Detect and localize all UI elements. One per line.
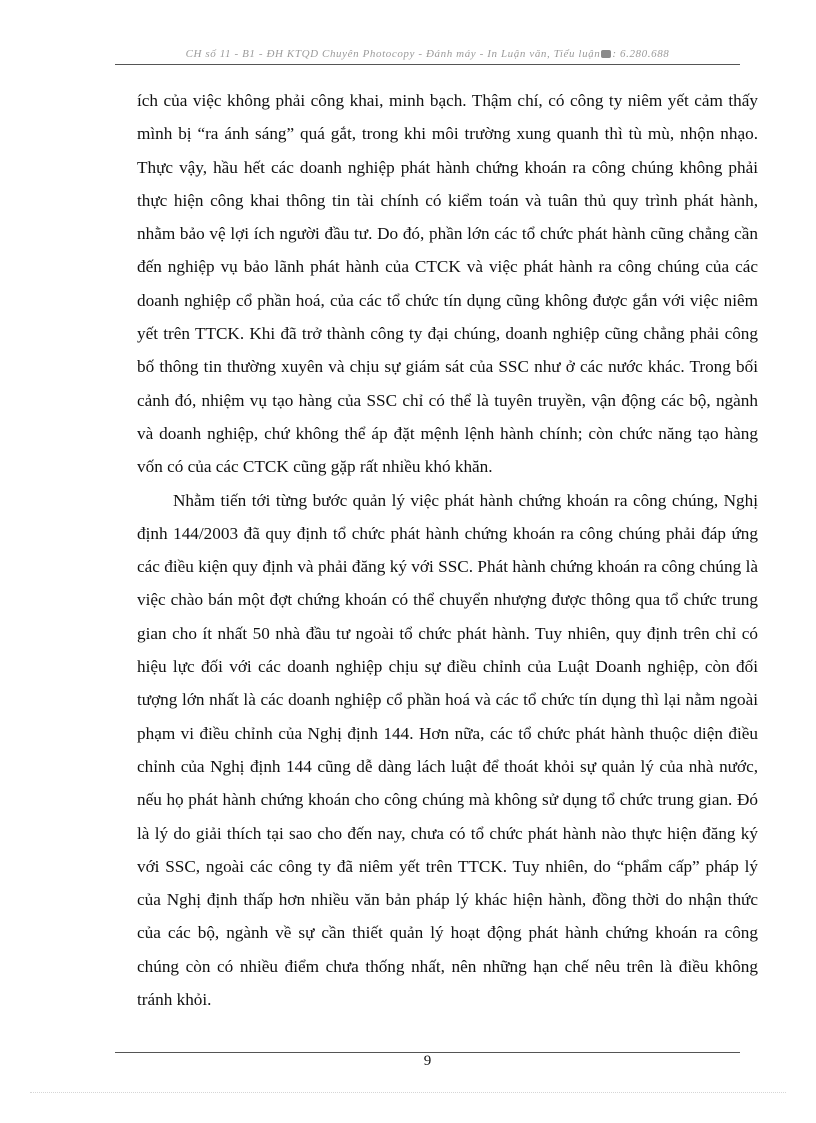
page-header <box>115 48 740 60</box>
page-bottom-border <box>30 1092 786 1093</box>
paragraph-1: ích của việc không phải công khai, minh bạch. Thậm chí, có công ty niêm yết cảm thấy mình bị “ra ánh sáng” quá gắt, trong khi môi trường xung quanh thì tù mù, nhộn nhạo. Thực vậy, hầu hết các doanh nghiệp phát hành chứng khoán ra công chúng không phải thực hiện công khai thông tin tài chính có kiểm toán và tuân thủ quy trình phát hành, nhằm bảo vệ lợi ích người đầu tư. Do đó, phần lớn các tổ chức phát hành cũng chẳng cần đến nghiệp vụ bảo lãnh phát hành của CTCK và việc phát hành ra công chúng của các doanh nghiệp cổ phần hoá, của các tổ chức tín dụng cũng không được gắn với việc niêm yết trên TTCK. Khi đã trở thành công ty đại chúng, doanh nghiệp cũng chẳng phải công bố thông tin thường xuyên và chịu sự giám sát của SSC như ở các nước khác. Trong bối cảnh đó, nhiệm vụ tạo hàng của SSC chỉ có thể là tuyên truyền, vận động các bộ, ngành và doanh nghiệp, chứ không thể áp đặt mệnh lệnh hành chính; còn chức năng tạo hàng vốn có của các CTCK cũng gặp rất nhiều khó khăn. <box>137 91 758 477</box>
phone-icon <box>601 50 611 58</box>
header-phone-number: : 6.280.688 <box>612 48 670 60</box>
paragraph-2: Nhằm tiến tới từng bước quản lý việc phát hành chứng khoán ra công chúng, Nghị định 144/2003 đã quy định tổ chức phát hành chứng khoán ra công chúng phải đáp ứng các điều kiện quy định và phải đăng ký với SSC. Phát hành chứng khoán ra công chúng là việc chào bán một đợt chứng khoán có thể chuyển nhượng được thông qua tổ chức trung gian cho ít nhất 50 nhà đầu tư ngoài tổ chức phát hành. Tuy nhiên, quy định trên chỉ có hiệu lực đối với các doanh nghiệp chịu sự điều chỉnh của Luật Doanh nghiệp, còn đối tượng lớn nhất là các doanh nghiệp cổ phần hoá và các tổ chức tín dụng thì lại nằm ngoài phạm vi điều chỉnh của Nghị định 144. Hơn nữa, các tổ chức phát hành thuộc diện điều chỉnh của Nghị định 144 cũng dễ dàng lách luật để thoát khỏi sự quản lý của nhà nước, nếu họ phát hành chứng khoán cho công chúng mà không sử dụng tổ chức trung gian. Đó là lý do giải thích tại sao cho đến nay, chưa có tổ chức phát hành nào thực hiện đăng ký với SSC, ngoài các công ty đã niêm yết trên TTCK. Tuy nhiên, do “phẩm cấp” pháp lý của Nghị định thấp hơn nhiều văn bản pháp lý khác hiện hành, đồng thời do nhận thức của các bộ, ngành về sự cần thiết quản lý hoạt động phát hành chứng khoán ra công chúng còn có nhiều điểm chưa thống nhất, nên những hạn chế nêu trên là điều không tránh khỏi. <box>137 490 758 1010</box>
header-text: CH số 11 - B1 - ĐH KTQD Chuyên Photocopy - Đánh máy - In Luận văn, Tiểu luận <box>185 48 601 60</box>
header-divider <box>115 64 740 65</box>
document-body <box>137 84 758 1016</box>
page-number: 9 <box>423 1053 432 1069</box>
